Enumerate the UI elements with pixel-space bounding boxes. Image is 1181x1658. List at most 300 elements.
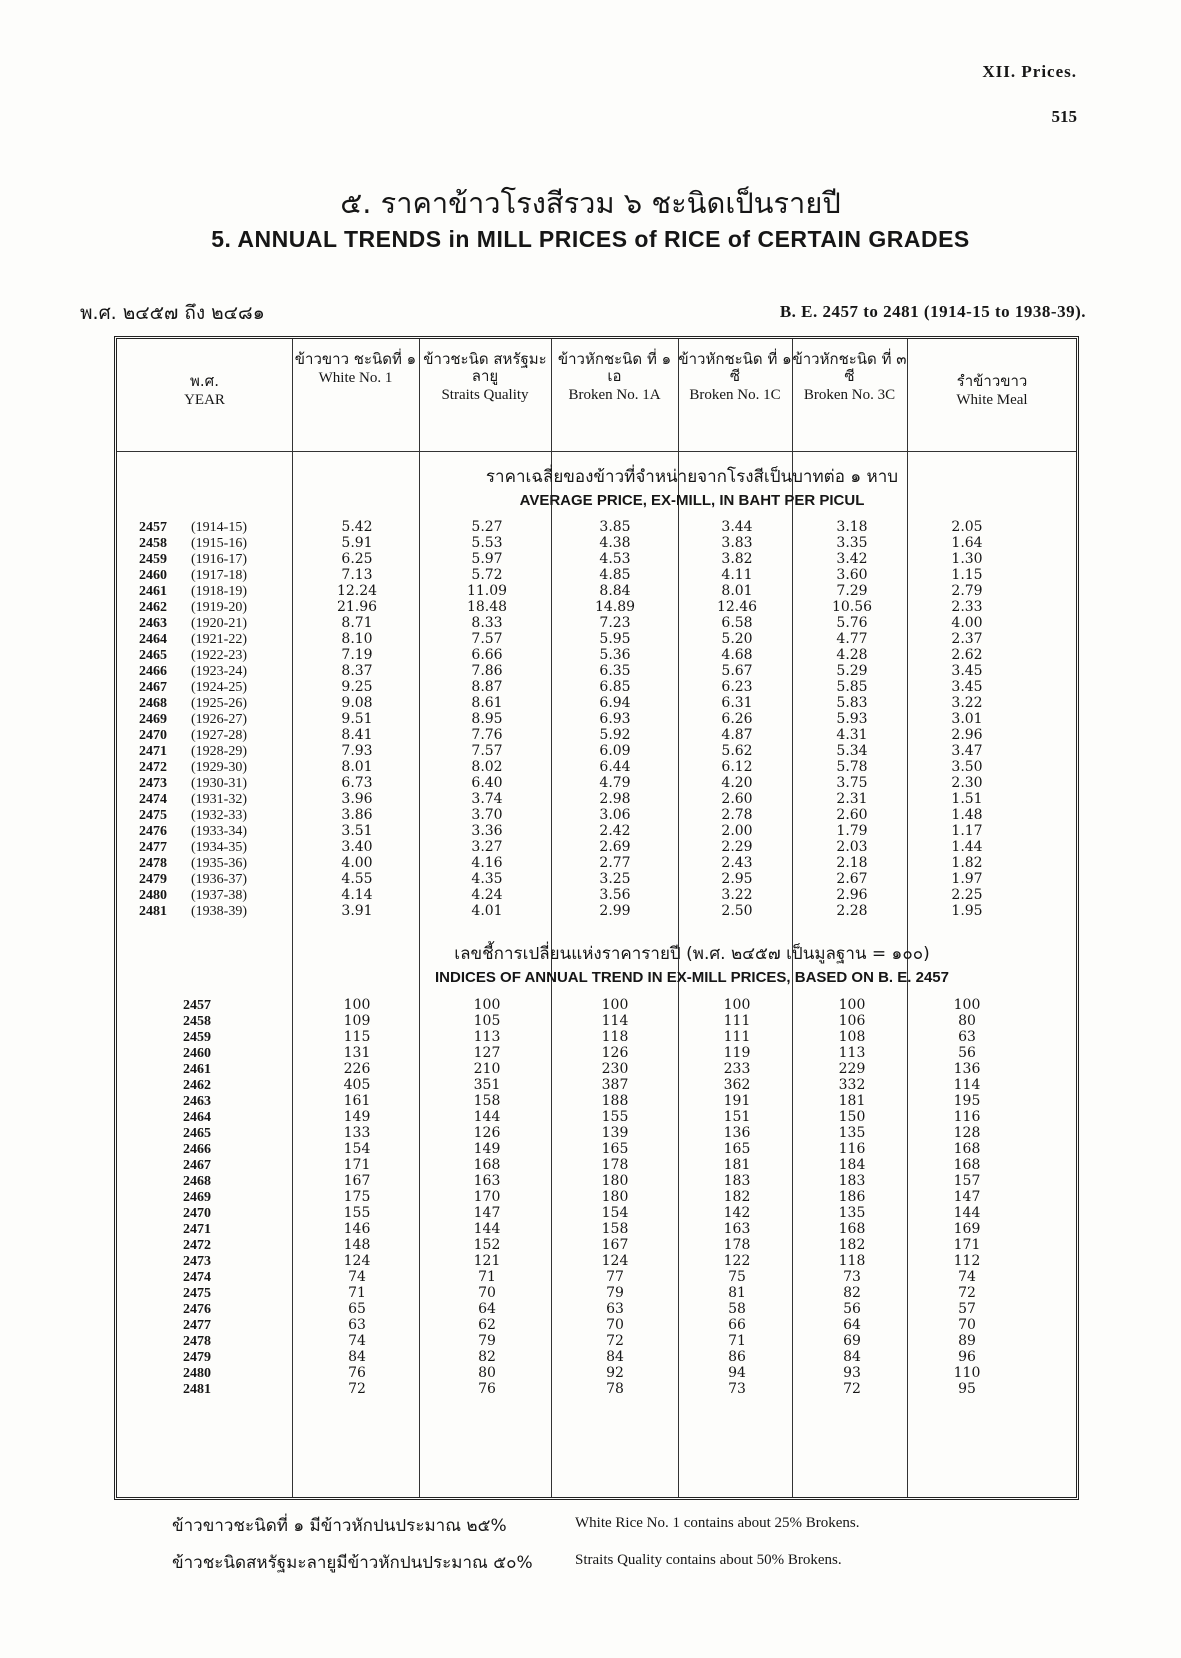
cell-value: 76 (348, 1365, 366, 1381)
year-be: 2463 (183, 1094, 211, 1109)
cell-value: 168 (953, 1141, 981, 1157)
table-row (117, 1093, 1077, 1110)
year-ce: (1926-27) (191, 712, 247, 727)
column-header-english: Broken No. 1C (689, 387, 781, 403)
cell-value: 111 (723, 1029, 751, 1045)
cell-value: 152 (473, 1237, 501, 1253)
table-row (117, 1365, 1077, 1382)
table-row (117, 823, 1077, 840)
footnote-1-english: White Rice No. 1 contains about 25% Brokens. (575, 1515, 860, 1531)
year-be: 2476 (183, 1302, 211, 1317)
year-be: 2462 (183, 1078, 211, 1093)
cell-value: 7.76 (471, 727, 503, 743)
cell-value: 7.93 (341, 743, 373, 759)
year-ce: (1924-25) (191, 680, 247, 695)
cell-value: 3.60 (836, 567, 868, 583)
cell-value: 4.01 (471, 903, 503, 919)
cell-value: 167 (343, 1173, 371, 1189)
cell-value: 3.01 (951, 711, 983, 727)
cell-value: 136 (723, 1125, 751, 1141)
year-be: 2469 (139, 712, 167, 727)
cell-value: 2.30 (951, 775, 983, 791)
cell-value: 178 (601, 1157, 629, 1173)
table-row (117, 1381, 1077, 1398)
cell-value: 70 (478, 1285, 496, 1301)
cell-value: 186 (838, 1189, 866, 1205)
cell-value: 9.25 (341, 679, 373, 695)
table-row (117, 1205, 1077, 1222)
prices-section-thai: ราคาเฉลี่ยของข้าวที่จำหน่ายจากโรงสีเป็นบาทต่อ ๑ หาบ (485, 467, 899, 487)
column-header-thai: ข้าวชะนิด สหรัฐมะลายู (423, 350, 547, 385)
cell-value: 6.94 (599, 695, 631, 711)
year-be: 2465 (183, 1126, 211, 1141)
cell-value: 8.71 (341, 615, 373, 631)
cell-value: 110 (953, 1365, 981, 1381)
table-row (117, 1045, 1077, 1062)
cell-value: 4.79 (599, 775, 631, 791)
year-ce: (1935-36) (191, 856, 247, 871)
cell-value: 150 (838, 1109, 866, 1125)
title-thai: ๕. ราคาข้าวโรงสีรวม ๖ ชะนิดเป็นรายปี (340, 186, 841, 220)
cell-value: 6.31 (721, 695, 753, 711)
cell-value: 80 (478, 1365, 496, 1381)
cell-value: 63 (958, 1029, 976, 1045)
cell-value: 158 (601, 1221, 629, 1237)
year-be: 2473 (139, 776, 167, 791)
year-be: 2461 (139, 584, 167, 599)
cell-value: 3.74 (471, 791, 503, 807)
table-row (117, 727, 1077, 744)
cell-value: 1.44 (951, 839, 983, 855)
cell-value: 154 (601, 1205, 629, 1221)
cell-value: 2.43 (721, 855, 753, 871)
year-be: 2457 (183, 998, 211, 1013)
column-header-english: YEAR (184, 392, 225, 408)
table-row (117, 1141, 1077, 1158)
cell-value: 3.22 (721, 887, 753, 903)
footnote-2-english: Straits Quality contains about 50% Brokens. (575, 1552, 842, 1568)
table-row (117, 1109, 1077, 1126)
year-ce: (1928-29) (191, 744, 247, 759)
cell-value: 77 (606, 1269, 624, 1285)
section-header: XII. Prices. (982, 62, 1077, 81)
cell-value: 2.79 (951, 583, 983, 599)
price-table (114, 336, 1079, 1500)
cell-value: 21.96 (336, 599, 378, 615)
cell-value: 9.51 (341, 711, 373, 727)
cell-value: 93 (843, 1365, 861, 1381)
table-row (117, 599, 1077, 616)
cell-value: 169 (953, 1221, 981, 1237)
cell-value: 111 (723, 1013, 751, 1029)
cell-value: 2.00 (721, 823, 753, 839)
cell-value: 7.13 (341, 567, 373, 583)
year-be: 2479 (183, 1350, 211, 1365)
cell-value: 8.87 (471, 679, 503, 695)
cell-value: 100 (838, 997, 866, 1013)
year-ce: (1936-37) (191, 872, 247, 887)
cell-value: 74 (348, 1269, 366, 1285)
year-ce: (1934-35) (191, 840, 247, 855)
year-be: 2474 (139, 792, 167, 807)
range-thai: พ.ศ. ๒๔๕๗ ถึง ๒๔๘๑ (80, 302, 265, 324)
indices-section-title (302, 940, 1082, 986)
table-row (117, 551, 1077, 568)
year-be: 2477 (139, 840, 167, 855)
cell-value: 57 (958, 1301, 976, 1317)
cell-value: 3.45 (951, 679, 983, 695)
cell-value: 6.93 (599, 711, 631, 727)
cell-value: 73 (728, 1381, 746, 1397)
cell-value: 74 (958, 1269, 976, 1285)
year-be: 2480 (183, 1366, 211, 1381)
cell-value: 5.36 (599, 647, 631, 663)
cell-value: 7.57 (471, 631, 503, 647)
table-row (117, 743, 1077, 760)
cell-value: 7.23 (599, 615, 631, 631)
cell-value: 6.25 (341, 551, 373, 567)
cell-value: 5.78 (836, 759, 868, 775)
column-header-5 (792, 351, 907, 404)
cell-value: 113 (838, 1045, 866, 1061)
year-ce: (1925-26) (191, 696, 247, 711)
year-ce: (1933-34) (191, 824, 247, 839)
cell-value: 135 (838, 1125, 866, 1141)
cell-value: 6.09 (599, 743, 631, 759)
cell-value: 71 (348, 1285, 366, 1301)
cell-value: 170 (473, 1189, 501, 1205)
table-row (117, 1125, 1077, 1142)
year-ce: (1914-15) (191, 520, 247, 535)
cell-value: 144 (953, 1205, 981, 1221)
cell-value: 142 (723, 1205, 751, 1221)
cell-value: 5.20 (721, 631, 753, 647)
cell-value: 131 (343, 1045, 371, 1061)
year-be: 2471 (183, 1222, 211, 1237)
cell-value: 5.97 (471, 551, 503, 567)
cell-value: 171 (343, 1157, 371, 1173)
cell-value: 3.22 (951, 695, 983, 711)
cell-value: 126 (473, 1125, 501, 1141)
cell-value: 3.18 (836, 519, 868, 535)
cell-value: 2.60 (721, 791, 753, 807)
cell-value: 3.40 (341, 839, 373, 855)
column-header-english: Straits Quality (441, 387, 529, 403)
cell-value: 8.01 (341, 759, 373, 775)
year-ce: (1937-38) (191, 888, 247, 903)
year-be: 2465 (139, 648, 167, 663)
year-be: 2457 (139, 520, 167, 535)
cell-value: 1.95 (951, 903, 983, 919)
table-row (117, 711, 1077, 728)
table-row (117, 1237, 1077, 1254)
cell-value: 8.01 (721, 583, 753, 599)
cell-value: 56 (958, 1045, 976, 1061)
table-row (117, 1269, 1077, 1286)
cell-value: 2.77 (599, 855, 631, 871)
cell-value: 405 (343, 1077, 371, 1093)
year-be: 2478 (139, 856, 167, 871)
cell-value: 8.41 (341, 727, 373, 743)
cell-value: 2.95 (721, 871, 753, 887)
column-header-6 (907, 373, 1077, 409)
cell-value: 3.83 (721, 535, 753, 551)
cell-value: 78 (606, 1381, 624, 1397)
cell-value: 96 (958, 1349, 976, 1365)
cell-value: 2.42 (599, 823, 631, 839)
cell-value: 6.73 (341, 775, 373, 791)
cell-value: 2.03 (836, 839, 868, 855)
column-header-2 (419, 351, 551, 404)
cell-value: 210 (473, 1061, 501, 1077)
cell-value: 75 (728, 1269, 746, 1285)
cell-value: 226 (343, 1061, 371, 1077)
year-ce: (1931-32) (191, 792, 247, 807)
cell-value: 5.29 (836, 663, 868, 679)
table-row (117, 1333, 1077, 1350)
cell-value: 165 (601, 1141, 629, 1157)
cell-value: 147 (953, 1189, 981, 1205)
cell-value: 116 (838, 1141, 866, 1157)
cell-value: 2.31 (836, 791, 868, 807)
cell-value: 109 (343, 1013, 371, 1029)
cell-value: 71 (478, 1269, 496, 1285)
cell-value: 2.99 (599, 903, 631, 919)
cell-value: 6.44 (599, 759, 631, 775)
cell-value: 233 (723, 1061, 751, 1077)
indices-section-english: INDICES OF ANNUAL TREND IN EX-MILL PRICES, BASED ON B. E. 2457 (435, 969, 949, 986)
cell-value: 6.12 (721, 759, 753, 775)
cell-value: 76 (478, 1381, 496, 1397)
cell-value: 133 (343, 1125, 371, 1141)
year-be: 2476 (139, 824, 167, 839)
cell-value: 3.70 (471, 807, 503, 823)
cell-value: 81 (728, 1285, 746, 1301)
cell-value: 1.15 (951, 567, 983, 583)
table-row (117, 567, 1077, 584)
cell-value: 144 (473, 1221, 501, 1237)
cell-value: 128 (953, 1125, 981, 1141)
cell-value: 2.96 (951, 727, 983, 743)
table-row (117, 1301, 1077, 1318)
table-row (117, 1285, 1077, 1302)
year-be: 2466 (183, 1142, 211, 1157)
table-row (117, 1189, 1077, 1206)
cell-value: 3.75 (836, 775, 868, 791)
year-be: 2462 (139, 600, 167, 615)
cell-value: 5.83 (836, 695, 868, 711)
year-be: 2460 (183, 1046, 211, 1061)
cell-value: 5.76 (836, 615, 868, 631)
cell-value: 79 (478, 1333, 496, 1349)
cell-value: 108 (838, 1029, 866, 1045)
cell-value: 7.19 (341, 647, 373, 663)
cell-value: 4.16 (471, 855, 503, 871)
cell-value: 3.36 (471, 823, 503, 839)
cell-value: 115 (343, 1029, 371, 1045)
cell-value: 182 (723, 1189, 751, 1205)
cell-value: 144 (473, 1109, 501, 1125)
cell-value: 191 (723, 1093, 751, 1109)
year-be: 2472 (183, 1238, 211, 1253)
cell-value: 151 (723, 1109, 751, 1125)
table-row (117, 1317, 1077, 1334)
cell-value: 63 (606, 1301, 624, 1317)
year-be: 2458 (139, 536, 167, 551)
cell-value: 18.48 (466, 599, 508, 615)
cell-value: 63 (348, 1317, 366, 1333)
table-row (117, 679, 1077, 696)
cell-value: 183 (723, 1173, 751, 1189)
cell-value: 5.72 (471, 567, 503, 583)
year-be: 2470 (183, 1206, 211, 1221)
cell-value: 2.05 (951, 519, 983, 535)
cell-value: 114 (953, 1077, 981, 1093)
column-header-thai: ข้าวหักชะนิด ที่ ๓ ซี (792, 350, 907, 385)
column-header-1 (292, 351, 419, 387)
cell-value: 180 (601, 1189, 629, 1205)
cell-value: 183 (838, 1173, 866, 1189)
year-be: 2464 (183, 1110, 211, 1125)
cell-value: 7.57 (471, 743, 503, 759)
table-row (117, 839, 1077, 856)
cell-value: 332 (838, 1077, 866, 1093)
cell-value: 182 (838, 1237, 866, 1253)
year-be: 2473 (183, 1254, 211, 1269)
year-be: 2475 (139, 808, 167, 823)
cell-value: 2.62 (951, 647, 983, 663)
cell-value: 7.86 (471, 663, 503, 679)
cell-value: 8.02 (471, 759, 503, 775)
column-header-english: White Meal (956, 392, 1028, 408)
cell-value: 100 (723, 997, 751, 1013)
cell-value: 157 (953, 1173, 981, 1189)
year-ce: (1923-24) (191, 664, 247, 679)
cell-value: 5.27 (471, 519, 503, 535)
cell-value: 3.35 (836, 535, 868, 551)
cell-value: 84 (843, 1349, 861, 1365)
table-row (117, 519, 1077, 536)
year-be: 2464 (139, 632, 167, 647)
cell-value: 5.95 (599, 631, 631, 647)
cell-value: 5.92 (599, 727, 631, 743)
year-ce: (1918-19) (191, 584, 247, 599)
cell-value: 69 (843, 1333, 861, 1349)
cell-value: 3.47 (951, 743, 983, 759)
cell-value: 181 (838, 1093, 866, 1109)
cell-value: 168 (473, 1157, 501, 1173)
cell-value: 8.95 (471, 711, 503, 727)
cell-value: 7.29 (836, 583, 868, 599)
cell-value: 168 (838, 1221, 866, 1237)
cell-value: 8.37 (341, 663, 373, 679)
cell-value: 4.00 (341, 855, 373, 871)
cell-value: 4.24 (471, 887, 503, 903)
cell-value: 5.85 (836, 679, 868, 695)
cell-value: 1.17 (951, 823, 983, 839)
cell-value: 10.56 (831, 599, 873, 615)
cell-value: 3.82 (721, 551, 753, 567)
cell-value: 139 (601, 1125, 629, 1141)
cell-value: 4.85 (599, 567, 631, 583)
table-row (117, 1061, 1077, 1078)
year-be: 2472 (139, 760, 167, 775)
table-row (117, 1349, 1077, 1366)
cell-value: 6.85 (599, 679, 631, 695)
cell-value: 11.09 (466, 583, 508, 599)
year-be: 2475 (183, 1286, 211, 1301)
cell-value: 4.35 (471, 871, 503, 887)
column-header-thai: พ.ศ. (190, 372, 219, 390)
cell-value: 100 (343, 997, 371, 1013)
cell-value: 71 (728, 1333, 746, 1349)
table-row (117, 791, 1077, 808)
cell-value: 116 (953, 1109, 981, 1125)
cell-value: 122 (723, 1253, 751, 1269)
cell-value: 82 (843, 1285, 861, 1301)
table-row (117, 997, 1077, 1014)
cell-value: 82 (478, 1349, 496, 1365)
cell-value: 181 (723, 1157, 751, 1173)
cell-value: 4.00 (951, 615, 983, 631)
cell-value: 56 (843, 1301, 861, 1317)
table-row (117, 775, 1077, 792)
cell-value: 124 (601, 1253, 629, 1269)
cell-value: 184 (838, 1157, 866, 1173)
table-row (117, 1029, 1077, 1046)
table-row (117, 583, 1077, 600)
cell-value: 8.61 (471, 695, 503, 711)
prices-section-english: AVERAGE PRICE, EX-MILL, IN BAHT PER PICUL (519, 492, 865, 509)
table-row (117, 663, 1077, 680)
cell-value: 3.91 (341, 903, 373, 919)
cell-value: 84 (348, 1349, 366, 1365)
cell-value: 58 (728, 1301, 746, 1317)
cell-value: 2.60 (836, 807, 868, 823)
year-ce: (1919-20) (191, 600, 247, 615)
cell-value: 1.97 (951, 871, 983, 887)
cell-value: 92 (606, 1365, 624, 1381)
cell-value: 1.51 (951, 791, 983, 807)
cell-value: 5.53 (471, 535, 503, 551)
cell-value: 12.46 (716, 599, 758, 615)
range-english: B. E. 2457 to 2481 (1914-15 to 1938-39). (779, 302, 1086, 321)
column-header-english: White No. 1 (318, 370, 393, 386)
cell-value: 74 (348, 1333, 366, 1349)
year-be: 2460 (139, 568, 167, 583)
cell-value: 12.24 (336, 583, 378, 599)
cell-value: 4.87 (721, 727, 753, 743)
cell-value: 105 (473, 1013, 501, 1029)
cell-value: 4.31 (836, 727, 868, 743)
cell-value: 149 (473, 1141, 501, 1157)
table-row (117, 615, 1077, 632)
cell-value: 178 (723, 1237, 751, 1253)
cell-value: 3.42 (836, 551, 868, 567)
cell-value: 5.42 (341, 519, 373, 535)
year-be: 2471 (139, 744, 167, 759)
cell-value: 6.66 (471, 647, 503, 663)
cell-value: 165 (723, 1141, 751, 1157)
cell-value: 4.14 (341, 887, 373, 903)
title-english: 5. ANNUAL TRENDS in MILL PRICES of RICE of CERTAIN GRADES (211, 226, 970, 252)
cell-value: 113 (473, 1029, 501, 1045)
cell-value: 2.25 (951, 887, 983, 903)
cell-value: 4.20 (721, 775, 753, 791)
cell-value: 2.18 (836, 855, 868, 871)
cell-value: 127 (473, 1045, 501, 1061)
cell-value: 4.53 (599, 551, 631, 567)
